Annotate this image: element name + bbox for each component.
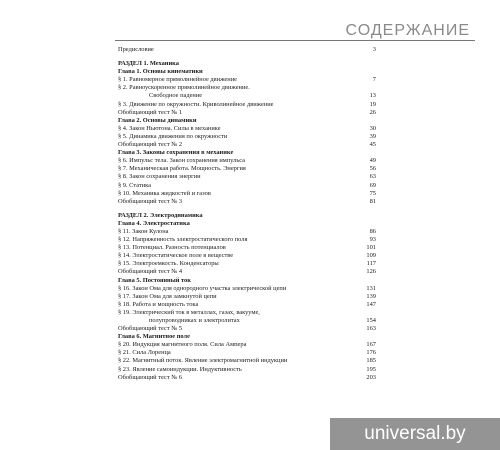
chapter-title: Глава 2. Основы динамики bbox=[118, 116, 197, 124]
toc-entry: § 16. Закон Ома для однородного участка электрической цепи 131 bbox=[118, 284, 376, 292]
toc-entry: § 23. Явление самоиндукции. Индуктивность 195 bbox=[118, 365, 376, 373]
watermark: universal.by bbox=[330, 418, 500, 450]
chapter-title: Глава 6. Магнитное поле bbox=[118, 333, 190, 341]
toc-test: Обобщающий тест № 4 126 bbox=[118, 268, 376, 276]
toc-entry: § 7. Механическая работа. Мощность. Энергия 56 bbox=[118, 165, 376, 173]
table-of-contents bbox=[118, 46, 376, 382]
toc-test: Обобщающий тест № 1 26 bbox=[118, 108, 376, 116]
toc-entry: § 18. Работа и мощность тока 147 bbox=[118, 300, 376, 308]
toc-entry: § 1. Равномерное прямолинейное движение 7 bbox=[118, 76, 376, 84]
toc-entry: § 21. Сила Лоренца 176 bbox=[118, 349, 376, 357]
toc-test: Обобщающий тест № 6 203 bbox=[118, 373, 376, 381]
toc-entry: § 14. Электростатическое поле в веществе 109 bbox=[118, 252, 376, 260]
toc-entry: § 8. Закон сохранения энергии 63 bbox=[118, 173, 376, 181]
toc-entry: § 2. Равноускоренное прямолинейное движение. bbox=[118, 84, 250, 92]
toc-entry: § 13. Потенциал. Разность потенциалов 101 bbox=[118, 244, 376, 252]
toc-test: Обобщающий тест № 2 45 bbox=[118, 141, 376, 149]
toc-entry: § 5. Динамика движения по окружности 39 bbox=[118, 132, 376, 140]
page-title: СОДЕРЖАНИЕ bbox=[345, 22, 470, 39]
toc-entry: § 11. Закон Кулона 86 bbox=[118, 227, 376, 235]
toc-test: Обобщающий тест № 5 163 bbox=[118, 325, 376, 333]
toc-preface: Предисловие 3 bbox=[118, 46, 376, 53]
toc-entry: § 9. Статика 69 bbox=[118, 181, 376, 189]
part-title: РАЗДЕЛ 1. Механика bbox=[118, 60, 179, 68]
toc-entry-continuation: Свободное падение 13 bbox=[149, 92, 376, 100]
chapter-title: Глава 5. Постоянный ток bbox=[118, 276, 191, 284]
chapter-title: Глава 3. Законы сохранения в механике bbox=[118, 149, 234, 157]
toc-entry: § 12. Напряженность электростатического поля 93 bbox=[118, 236, 376, 244]
toc-entry: § 22. Магнитный поток. Явление электромагнитной индукции 185 bbox=[118, 357, 376, 365]
page-header bbox=[0, 0, 500, 42]
toc-test: Обобщающий тест № 3 81 bbox=[118, 197, 376, 205]
chapter-title: Глава 4. Электростатика bbox=[118, 219, 190, 227]
toc-entry: § 3. Движение по окружности. Криволинейное движение 19 bbox=[118, 100, 376, 108]
toc-entry: § 10. Механика жидкостей и газов 75 bbox=[118, 189, 376, 197]
toc-entry: § 15. Электроемкость. Конденсаторы 117 bbox=[118, 260, 376, 268]
toc-entry: § 4. Закон Ньютона. Силы в механике 30 bbox=[118, 124, 376, 132]
part-title: РАЗДЕЛ 2. Электродинамика bbox=[118, 211, 203, 219]
toc-entry: § 20. Индукция магнитного поля. Сила Ампера 167 bbox=[118, 341, 376, 349]
toc-entry: § 17. Закон Ома для замкнутой цепи 139 bbox=[118, 292, 376, 300]
chapter-title: Глава 1. Основы кинематики bbox=[118, 68, 203, 76]
header-rule bbox=[115, 40, 475, 41]
toc-entry: § 6. Импульс тела. Закон сохранения импульса 49 bbox=[118, 157, 376, 165]
toc-entry-continuation: полупроводниках и электролитах 154 bbox=[149, 317, 376, 324]
toc-entry: § 19. Электрический ток в металлах, газах, вакууме, bbox=[118, 308, 260, 316]
